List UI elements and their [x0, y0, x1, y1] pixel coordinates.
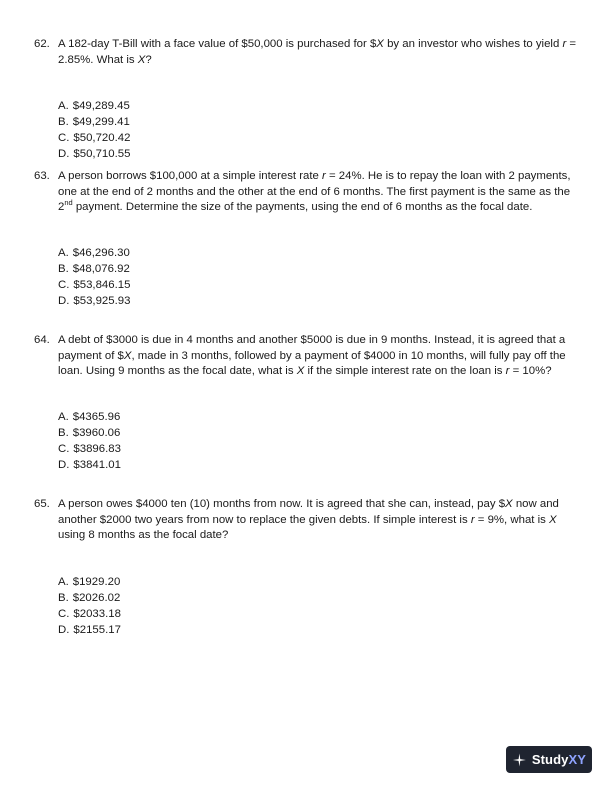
- question-stem: [58, 497, 582, 544]
- option-value: $3841.01: [73, 458, 121, 471]
- stem-text: now and another $2000 two years from now to replace the given debts. If simple interest is: [58, 498, 559, 526]
- question-65: [34, 497, 582, 638]
- stem-text: = 10%?: [509, 365, 552, 378]
- option-letter: D.: [58, 623, 70, 636]
- question-stem: [58, 37, 582, 68]
- stem-text: payment. Determine the size of the payments, using the end of 6 months as the focal date.: [72, 201, 533, 214]
- studyxy-logo-badge[interactable]: [506, 746, 592, 773]
- brand-name: [532, 752, 586, 767]
- option-value: $50,720.42: [73, 132, 131, 145]
- stem-text: A debt of $3000 is due in 4 months and another $5000 is due in 9 months. Instead, it is agreed that a payment of $: [58, 334, 566, 362]
- plus-sparkle-icon: [512, 752, 527, 768]
- brand-name-accent: XY: [568, 752, 586, 767]
- option-letter: A.: [58, 410, 69, 423]
- answer-options: [58, 245, 582, 309]
- question-62: [34, 37, 582, 162]
- option-letter: C.: [58, 278, 70, 291]
- question-number: 63.: [34, 170, 50, 182]
- variable-r: r: [470, 513, 475, 526]
- answer-option: [58, 409, 582, 425]
- answer-option: [58, 574, 582, 590]
- option-value: $2155.17: [73, 623, 121, 636]
- answer-option: [58, 293, 582, 309]
- option-value: $49,299.41: [72, 116, 130, 129]
- question-number: 62.: [34, 38, 50, 50]
- option-value: $4365.96: [72, 410, 121, 423]
- ordinal-superscript: nd: [64, 198, 73, 208]
- answer-option: [58, 114, 582, 130]
- stem-text: = 2.85%. What is: [58, 38, 577, 66]
- option-letter: D.: [58, 458, 70, 471]
- question-stem: [58, 169, 582, 216]
- question-number: 64.: [34, 334, 50, 346]
- answer-option: [58, 441, 582, 457]
- option-letter: A.: [58, 100, 69, 113]
- answer-option: [58, 425, 582, 441]
- option-value: $1929.20: [72, 575, 121, 588]
- answer-option: [58, 277, 582, 293]
- stem-text: if the simple interest rate on the loan is: [304, 365, 506, 378]
- answer-options: [58, 574, 582, 638]
- variable-x: X: [549, 513, 557, 526]
- answer-option: [58, 457, 582, 473]
- question-number: 65.: [34, 498, 50, 510]
- answer-option: [58, 606, 582, 622]
- answer-option: [58, 590, 582, 606]
- variable-x: X: [123, 349, 132, 362]
- option-value: $46,296.30: [72, 246, 130, 259]
- stem-text: using 8 months as the focal date?: [58, 529, 229, 542]
- brand-name-main: Study: [531, 752, 569, 767]
- option-letter: C.: [58, 607, 70, 620]
- variable-x: X: [376, 38, 384, 50]
- option-value: $53,846.15: [73, 278, 131, 291]
- answer-option: [58, 98, 582, 114]
- option-letter: B.: [58, 591, 69, 604]
- option-letter: A.: [58, 246, 69, 259]
- variable-x: X: [296, 365, 305, 378]
- option-letter: C.: [58, 132, 70, 145]
- variable-r: r: [505, 365, 510, 378]
- stem-text: ?: [145, 53, 152, 66]
- option-letter: D.: [58, 148, 70, 161]
- option-letter: A.: [58, 575, 69, 588]
- option-value: $3896.83: [73, 442, 121, 455]
- answer-option: [58, 261, 582, 277]
- stem-text: A 182-day T-Bill with a face value of $50,000 is purchased for $: [58, 38, 377, 50]
- answer-option: [58, 130, 582, 146]
- option-letter: C.: [58, 442, 70, 455]
- question-stem: [58, 333, 582, 380]
- stem-text: A person borrows $100,000 at a simple interest rate: [58, 170, 323, 182]
- variable-r: r: [562, 38, 567, 50]
- option-value: $48,076.92: [72, 262, 130, 275]
- question-63: [34, 169, 582, 309]
- answer-option: [58, 245, 582, 261]
- option-letter: B.: [58, 116, 69, 129]
- answer-options: [58, 98, 582, 162]
- answer-option: [58, 146, 582, 162]
- stem-text: by an investor who wishes to yield: [383, 38, 563, 50]
- stem-text: = 9%, what is: [474, 513, 549, 526]
- question-64: [34, 333, 582, 473]
- option-value: $50,710.55: [73, 148, 131, 161]
- variable-r: r: [322, 170, 326, 182]
- option-letter: D.: [58, 294, 70, 307]
- stem-text: A person owes $4000 ten (10) months from now. It is agreed that she can, instead, pay $: [58, 498, 506, 510]
- variable-x: X: [505, 498, 513, 510]
- option-value: $2033.18: [73, 607, 121, 620]
- option-value: $3960.06: [72, 426, 121, 439]
- option-value: $53,925.93: [73, 294, 131, 307]
- variable-x: X: [137, 53, 146, 66]
- answer-option: [58, 622, 582, 638]
- option-letter: B.: [58, 426, 69, 439]
- stem-text: = 24%. He is to repay the loan with 2 payments, one at the end of 2 months and the other at the end of 6 months. The first payment is the same as the 2: [58, 170, 571, 214]
- answer-options: [58, 409, 582, 473]
- stem-text: , made in 3 months, followed by a payment of $4000 in 10 months, will fully pay off the loan. Using 9 months as the focal date, what is: [58, 349, 566, 378]
- option-value: $2026.02: [72, 591, 121, 604]
- option-letter: B.: [58, 262, 69, 275]
- option-value: $49,289.45: [72, 100, 130, 113]
